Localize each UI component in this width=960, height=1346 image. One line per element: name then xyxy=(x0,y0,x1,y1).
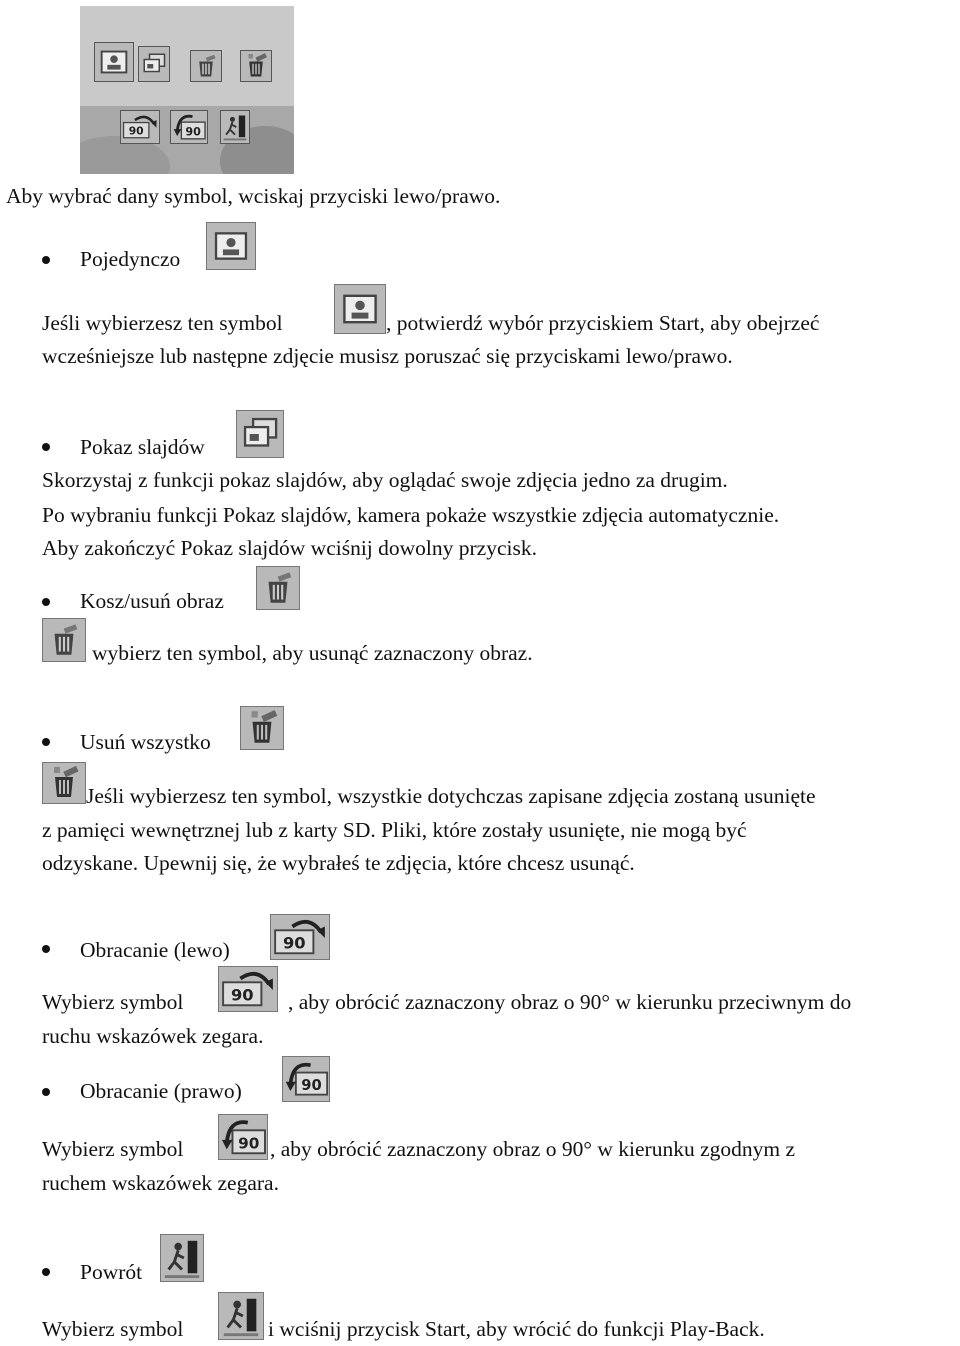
slideshow-text-line2: Po wybraniu funkcji Pokaz slajdów, kamera pokaże wszystkie zdjęcia automatycznie. xyxy=(42,503,780,527)
svg-text:90: 90 xyxy=(230,985,254,1005)
trash-all-icon xyxy=(240,706,284,750)
slideshow-icon xyxy=(138,46,170,82)
trash-icon xyxy=(256,566,300,610)
delete-all-title: Usuń wszystko xyxy=(80,730,211,754)
single-text-line1a: Jeśli wybierzesz ten symbol xyxy=(42,311,283,335)
bullet xyxy=(42,256,50,264)
svg-text:90: 90 xyxy=(128,124,144,138)
bullet xyxy=(42,1268,50,1276)
rotate-left-text-line1a: Wybierz symbol xyxy=(42,990,184,1014)
delete-title: Kosz/usuń obraz xyxy=(80,589,224,613)
rotate-left-90-icon xyxy=(270,914,330,960)
svg-text:90: 90 xyxy=(301,1077,322,1095)
bullet xyxy=(42,443,50,451)
svg-text:90: 90 xyxy=(185,125,201,139)
rotate-left-text-line2: ruchu wskazówek zegara. xyxy=(42,1024,264,1048)
single-image-icon xyxy=(94,42,134,82)
back-text-line1a: Wybierz symbol xyxy=(42,1317,184,1341)
rotate-left-text-line1b: , aby obrócić zaznaczony obraz o 90° w kierunku przeciwnym do xyxy=(288,990,852,1014)
trash-all-icon xyxy=(240,50,272,82)
rotate-right-90-icon xyxy=(282,1056,330,1102)
camera-screen-photo xyxy=(80,6,294,174)
exit-icon xyxy=(218,1292,264,1340)
slideshow-text-line1: Skorzystaj z funkcji pokaz slajdów, aby oglądać swoje zdjęcia jedno za drugim. xyxy=(42,468,728,492)
rotate-left-90-icon xyxy=(218,966,278,1012)
rotate-right-text-line1b: , aby obrócić zaznaczony obraz o 90° w kierunku zgodnym z xyxy=(270,1137,795,1161)
trash-all-icon xyxy=(42,762,86,804)
delete-text-line1: wybierz ten symbol, aby usunąć zaznaczony obraz. xyxy=(92,641,533,665)
bullet xyxy=(42,945,50,953)
bullet xyxy=(42,738,50,746)
rotate-right-90-icon xyxy=(170,110,208,144)
intro-text: Aby wybrać dany symbol, wciskaj przyciski lewo/prawo. xyxy=(6,184,501,208)
rotate-left-title: Obracanie (lewo) xyxy=(80,938,230,962)
single-title: Pojedynczo xyxy=(80,247,181,271)
single-text-line2: wcześniejsze lub następne zdjęcie musisz poruszać się przyciskami lewo/prawo. xyxy=(42,344,733,368)
rotate-right-90-icon xyxy=(218,1114,268,1160)
rotate-left-90-icon xyxy=(120,110,160,144)
exit-icon xyxy=(220,110,250,144)
delete-all-text-line1: Jeśli wybierzesz ten symbol, wszystkie dotychczas zapisane zdjęcia zostaną usunięte xyxy=(86,784,816,808)
exit-icon xyxy=(160,1234,204,1282)
single-text-line1b: , potwierdź wybór przyciskiem Start, aby obejrzeć xyxy=(386,311,820,335)
delete-all-text-line3: odzyskane. Upewnij się, że wybrałeś te zdjęcia, które chcesz usunąć. xyxy=(42,851,635,875)
rotate-right-text-line2: ruchem wskazówek zegara. xyxy=(42,1171,279,1195)
single-image-icon xyxy=(206,222,256,270)
single-image-icon xyxy=(334,284,386,334)
rotate-right-text-line1a: Wybierz symbol xyxy=(42,1137,184,1161)
bullet xyxy=(42,1088,50,1096)
delete-all-text-line2: z pamięci wewnętrznej lub z karty SD. Pliki, które zostały usunięte, nie mogą być xyxy=(42,818,747,842)
bullet xyxy=(42,598,50,606)
back-text-line1b: i wciśnij przycisk Start, aby wrócić do funkcji Play-Back. xyxy=(268,1317,765,1341)
trash-icon xyxy=(42,618,86,662)
back-title: Powrót xyxy=(80,1260,143,1284)
trash-icon xyxy=(190,50,222,82)
svg-text:90: 90 xyxy=(238,1134,260,1153)
slideshow-title: Pokaz slajdów xyxy=(80,435,205,459)
slideshow-icon xyxy=(236,410,284,458)
slideshow-text-line3: Aby zakończyć Pokaz slajdów wciśnij dowolny przycisk. xyxy=(42,536,537,560)
svg-text:90: 90 xyxy=(282,933,306,953)
rotate-right-title: Obracanie (prawo) xyxy=(80,1079,242,1103)
